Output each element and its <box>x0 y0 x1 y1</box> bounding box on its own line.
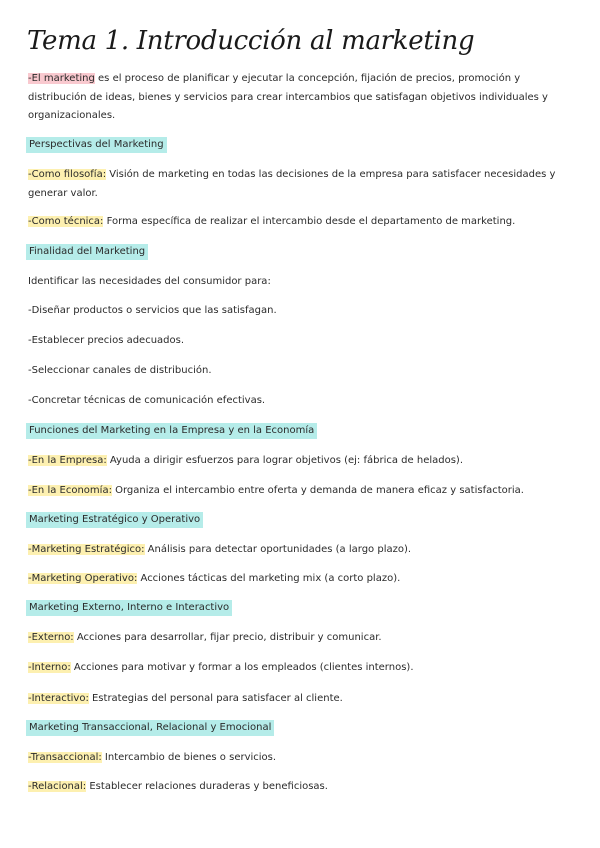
item-term: -Transaccional: <box>28 752 102 763</box>
list-item <box>28 750 576 766</box>
item-term: -Marketing Operativo: <box>28 573 138 584</box>
item-term: -Marketing Estratégico: <box>28 544 145 555</box>
item-term: -En la Empresa: <box>28 455 107 466</box>
heading-funciones: Funciones del Marketing en la Empresa y en la Economía <box>26 423 317 439</box>
item-text: Ayuda a dirigir esfuerzos para lograr objetivos (ej: fábrica de helados). <box>106 455 464 466</box>
list-item <box>28 542 576 558</box>
list-item <box>28 691 576 707</box>
list-item <box>28 630 576 646</box>
item-term: -Como técnica: <box>28 216 104 227</box>
item-text: Análisis para detectar oportunidades (a largo plazo). <box>144 544 412 555</box>
list-item <box>28 779 576 795</box>
heading-externo: Marketing Externo, Interno e Interactivo <box>26 600 232 616</box>
item-text: Acciones para desarrollar, fijar precio, distribuir y comunicar. <box>73 632 382 643</box>
list-item <box>28 166 576 203</box>
intro-term: -El marketing <box>28 73 95 84</box>
heading-perspectivas: Perspectivas del Marketing <box>26 137 167 153</box>
intro-text: es el proceso de planificar y ejecutar la concepción, fijación de precios, promoción y distribución de ideas, bienes y servicios para crear intercambios que satisfagan objetivos individuales y organizacionales. <box>28 73 548 121</box>
list-item <box>28 571 576 587</box>
item-text: Establecer relaciones duraderas y beneficiosas. <box>86 781 328 792</box>
item-text: Estrategias del personal para satisfacer al cliente. <box>88 693 343 704</box>
item-term: -Relacional: <box>28 781 87 792</box>
heading-transaccional: Marketing Transaccional, Relacional y Emocional <box>26 720 274 736</box>
item-text: Forma específica de realizar el intercambio desde el departamento de marketing. <box>103 216 516 227</box>
list-item <box>28 660 576 676</box>
heading-estrategico: Marketing Estratégico y Operativo <box>26 512 203 528</box>
item-term: -Como filosofía: <box>28 169 107 180</box>
item-text: Acciones tácticas del marketing mix (a corto plazo). <box>137 573 401 584</box>
item-term: -Externo: <box>28 632 74 643</box>
item-text: Intercambio de bienes o servicios. <box>101 752 277 763</box>
list-item: -Diseñar productos o servicios que las satisfagan. <box>28 305 277 316</box>
item-term: -En la Economía: <box>28 485 112 496</box>
heading-finalidad: Finalidad del Marketing <box>26 244 148 260</box>
item-text: Acciones para motivar y formar a los empleados (clientes internos). <box>70 662 414 673</box>
list-item: -Concretar técnicas de comunicación efectivas. <box>28 395 266 406</box>
item-term: -Interactivo: <box>28 693 89 704</box>
list-item: -Establecer precios adecuados. <box>28 335 185 346</box>
list-item <box>28 453 576 469</box>
list-item: -Seleccionar canales de distribución. <box>28 365 212 376</box>
list-item <box>28 214 576 230</box>
item-text: Organiza el intercambio entre oferta y demanda de manera eficaz y satisfactoria. <box>111 485 524 496</box>
finalidad-lead: Identificar las necesidades del consumidor para: <box>28 276 271 287</box>
item-term: -Interno: <box>28 662 71 673</box>
page-title: Tema 1. Introducción al marketing <box>27 26 475 56</box>
intro-paragraph <box>28 70 576 126</box>
list-item <box>28 483 576 499</box>
item-text: Visión de marketing en todas las decisiones de la empresa para satisfacer necesidades y generar valor. <box>28 169 556 199</box>
